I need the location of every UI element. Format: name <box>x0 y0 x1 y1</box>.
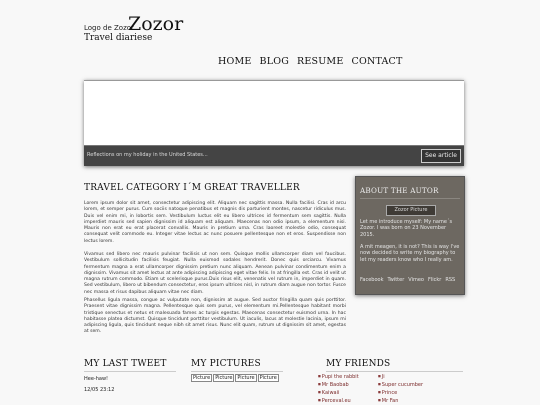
author-picture: Zozor Picture <box>386 205 436 216</box>
banner-caption: Reflections on my holiday in the United States... <box>87 152 208 158</box>
gallery-picture[interactable]: Picture <box>193 375 211 381</box>
flickr-link[interactable]: Flickr <box>427 277 442 283</box>
friend-link[interactable]: ■ Prince <box>378 389 423 397</box>
friend-link[interactable]: ■ Ji <box>378 373 423 381</box>
friend-link[interactable]: ■ Pupi the rabbit <box>318 373 359 381</box>
friend-link[interactable]: ■ Perceval.eu <box>318 397 359 405</box>
nav-home[interactable]: HOME <box>218 56 252 67</box>
see-article-button[interactable]: See article <box>421 149 461 163</box>
gallery-picture[interactable]: Picture <box>259 375 277 381</box>
gallery-picture[interactable]: Picture <box>215 375 233 381</box>
tweet-text: Hee-haw! <box>84 376 109 382</box>
footer-divider <box>84 371 176 372</box>
footer-divider <box>191 371 283 372</box>
last-tweet-title: MY LAST TWEET <box>84 359 167 369</box>
footer-divider <box>326 371 463 372</box>
sidebar-title: ABOUT THE AUTOR <box>360 186 439 195</box>
tweet-date: 12/05 23:12 <box>84 387 115 393</box>
article-paragraph: Vivamus sed libero nec mauris pulvinar facilisis ut non sem. Quisque mollis ullamcorper diam vel faucibus. Vestibulum sollicitudin facilisis feugiat. Nulla euismod sodales hendrerit. Donec quis orciarcu. Vivamus fermentum magna a erat ullamcorper dignissim pretium nunc aliquam. Aenean pulvinar condimentum enim a dignissim. Vivamus sit amet lectus at ante adipiscing adipiscing eget vitae felis. In at fringilla est. Cras id velit ut magna rutrum commodo. Etiam ut scelerisque purus.Duis risus elit, venenatis vel rutrum in, imperdiet in quam. Sed vestibulum, libero ut bibendum consectetur, eros ipsum ultrices nisl, in rutrum diam augue non tortor. Fusce nec massa et risus dapibus aliquam vitae nec diam. <box>84 252 346 295</box>
friends-list-2 <box>378 373 423 405</box>
friend-link[interactable]: ■ Mr Baobab <box>318 381 359 389</box>
sidebar-intro: Let me introduce myself: My name´s Zozor. I was born on 23 November 2015. <box>360 219 453 238</box>
friend-link[interactable]: ■ Kaiwaii <box>318 389 359 397</box>
nav-contact[interactable]: CONTACT <box>351 56 403 67</box>
logo[interactable]: Logo de Zozor <box>84 24 134 32</box>
article-title: TRAVEL CATEGORY I´M GREAT TRAVELLER <box>84 183 300 193</box>
nav-blog[interactable]: BLOG <box>259 56 290 67</box>
main-nav <box>218 56 403 67</box>
my-pictures-title: MY PICTURES <box>191 359 261 369</box>
banner-caption-bar <box>84 145 464 166</box>
social-links <box>360 277 455 283</box>
twitter-link[interactable]: Twitter <box>387 277 405 283</box>
facebook-link[interactable]: Facebook <box>360 277 384 283</box>
my-friends-title: MY FRIENDS <box>326 359 391 369</box>
friend-link[interactable]: ■ Mr Fan <box>378 397 423 405</box>
sidebar-bio: A mit meagen, it is not? This is way I've now decided to write my biography to let my readers know who I really am. <box>360 244 460 263</box>
sidebar-divider <box>360 198 460 199</box>
site-title[interactable]: Zozor <box>128 13 184 35</box>
article-paragraph: Phasellus ligula massa, congue ac vulputate non, dignissim at augue. Sed auctor fringilla quam quis porttitor. Praesent vitae dignissim magna. Pellentesque quis sem purus, vel elementum mi.Pellentesque habitant morbi tristique senectus et netus et malesuada fames ac turpis egestas. Maecenas consectetur euismod urna. In hac habitasse platea dictumst. Quisque tincidunt porttitor vestibulum. Ut iaculis, lacus at molestie lacinia, ipsum mi adipiscing ligula, quis tincidunt neque nibh sit amet risus. Nunc elit quam, rutrum ut dignissim sit amet, egestas at sem. <box>84 298 346 335</box>
rss-link[interactable]: RSS <box>445 277 456 283</box>
friend-link[interactable]: ■ Super cucumber <box>378 381 423 389</box>
article-paragraph: Lorem ipsum dolor sit amet, consectetur adipiscing elit. Aliquam nec sagittis massa. Nulla facilisi. Cras id arcu lorem, et semper purus. Cum sociis natoque penatibus et magnis dis parturient montes, nascetur ridiculus mus. Duis vel enim mi, in lobortis sem. Vestibulum luctus elit eu libero ultrices id fermentum sem sagittis. Nulla imperdiet mauris sed sapien dignissim id aliquam est aliquam. Maecenas non odio ipsum, a elementum nisi. Mauris non erat eu erat placerat convallis. Mauris in pretium urna. Cras laoreet molestie odio, consequat consequat velit commodo eu. Integer vitae lectus ac nunc posuere pellentesque non et eros. Suspendisse non lectus lorem. <box>84 201 346 244</box>
gallery-picture[interactable]: Picture <box>237 375 255 381</box>
banner-slider <box>84 80 464 166</box>
pictures-gallery <box>191 374 279 382</box>
about-sidebar <box>355 176 465 295</box>
site-tagline: Travel diariese <box>84 33 153 43</box>
vimeo-link[interactable]: Vimeo <box>408 277 424 283</box>
friends-list-1 <box>318 373 359 405</box>
nav-resume[interactable]: RESUME <box>297 56 344 67</box>
